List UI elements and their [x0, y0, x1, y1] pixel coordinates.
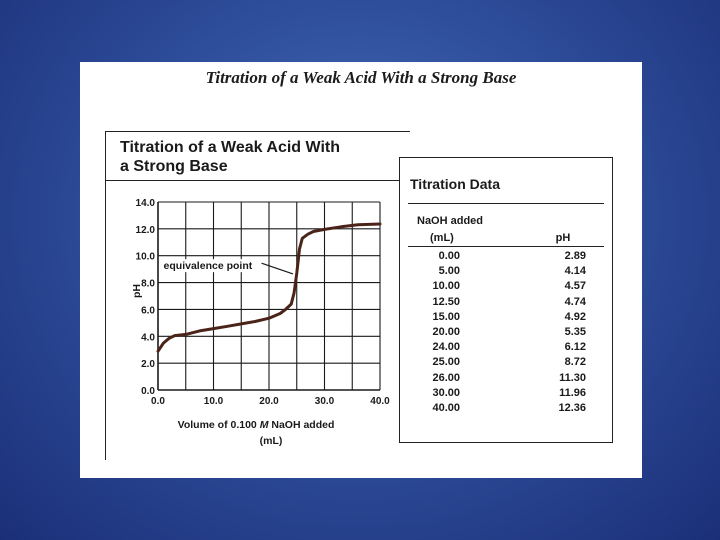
titration-data-rows [400, 250, 612, 417]
equivalence-point-label: equivalence point [163, 260, 253, 273]
titration-data-panel [399, 157, 613, 443]
x-axis-label-post: NaOH added [268, 419, 335, 431]
y-tick-label: 14.0 [135, 198, 155, 209]
x-axis-label-molar: M [259, 419, 269, 431]
ph-cell: 6.12 [564, 341, 586, 354]
naoh-volume-cell: 5.00 [438, 265, 460, 278]
naoh-volume-cell: 12.50 [432, 295, 460, 308]
x-tick-label: 0.0 [151, 396, 165, 407]
table-row [400, 341, 612, 356]
x-tick-label: 10.0 [203, 396, 224, 407]
ph-cell: 8.72 [564, 356, 586, 369]
titration-chart [106, 132, 410, 460]
table-row [400, 296, 612, 311]
table-row [400, 372, 612, 387]
ph-cell: 5.35 [564, 325, 586, 338]
header-divider [408, 246, 604, 247]
ph-cell: 4.57 [564, 280, 586, 293]
x-tick-label: 30.0 [314, 396, 335, 407]
naoh-volume-cell: 10.00 [432, 280, 460, 293]
ph-cell: 12.36 [558, 401, 586, 414]
naoh-volume-cell: 0.00 [438, 250, 460, 262]
ph-cell: 4.74 [564, 295, 586, 308]
y-tick-label: 4.0 [141, 332, 155, 344]
table-row [400, 402, 612, 417]
y-tick-label: 10.0 [135, 251, 155, 263]
x-tick-label: 40.0 [370, 396, 390, 407]
titration-data-divider [408, 203, 604, 204]
y-tick-label: 0.0 [141, 386, 155, 397]
chart-grid [158, 202, 380, 390]
table-row [400, 326, 612, 341]
ph-cell: 4.92 [564, 310, 586, 323]
table-row [400, 280, 612, 295]
table-row [400, 387, 612, 402]
naoh-volume-cell: 25.00 [432, 356, 460, 369]
column-header-ml: (mL) [430, 232, 454, 244]
table-row [400, 250, 612, 265]
ph-cell: 2.89 [564, 250, 586, 262]
ph-cell: 11.30 [559, 371, 586, 384]
y-tick-label: 8.0 [141, 278, 155, 290]
x-tick-label: 20.0 [259, 396, 279, 407]
naoh-volume-cell: 24.00 [432, 341, 460, 354]
ph-cell: 11.96 [559, 386, 586, 399]
equivalence-point-pointer [262, 263, 293, 274]
slide-title: Titration of a Weak Acid With a Strong Base [205, 68, 517, 87]
table-row [400, 311, 612, 326]
chart-title-line1: Titration of a Weak Acid With [120, 139, 341, 156]
x-axis-label-pre: Volume of 0.100 [177, 419, 260, 431]
table-row [400, 265, 612, 280]
y-tick-label: 12.0 [135, 224, 155, 236]
chart-title-line2: a Strong Base [120, 158, 228, 175]
naoh-volume-cell: 30.00 [432, 386, 460, 399]
naoh-volume-cell: 15.00 [432, 310, 460, 323]
slide-card [80, 62, 642, 478]
x-axis-label-line2: (mL) [259, 435, 283, 447]
naoh-volume-cell: 40.00 [432, 401, 460, 414]
column-header-ph: pH [555, 232, 571, 244]
chart-panel [105, 131, 410, 460]
naoh-volume-cell: 26.00 [432, 371, 460, 384]
table-row [400, 356, 612, 371]
column-header-naoh: NaOH added [417, 215, 484, 227]
naoh-volume-cell: 20.00 [432, 325, 460, 338]
titration-data-title: Titration Data [410, 176, 500, 192]
ph-cell: 4.14 [564, 265, 586, 278]
y-tick-label: 2.0 [141, 359, 155, 371]
y-tick-label: 6.0 [141, 305, 155, 317]
y-axis-label: pH [131, 284, 143, 298]
x-axis-label-line1 [178, 419, 335, 431]
